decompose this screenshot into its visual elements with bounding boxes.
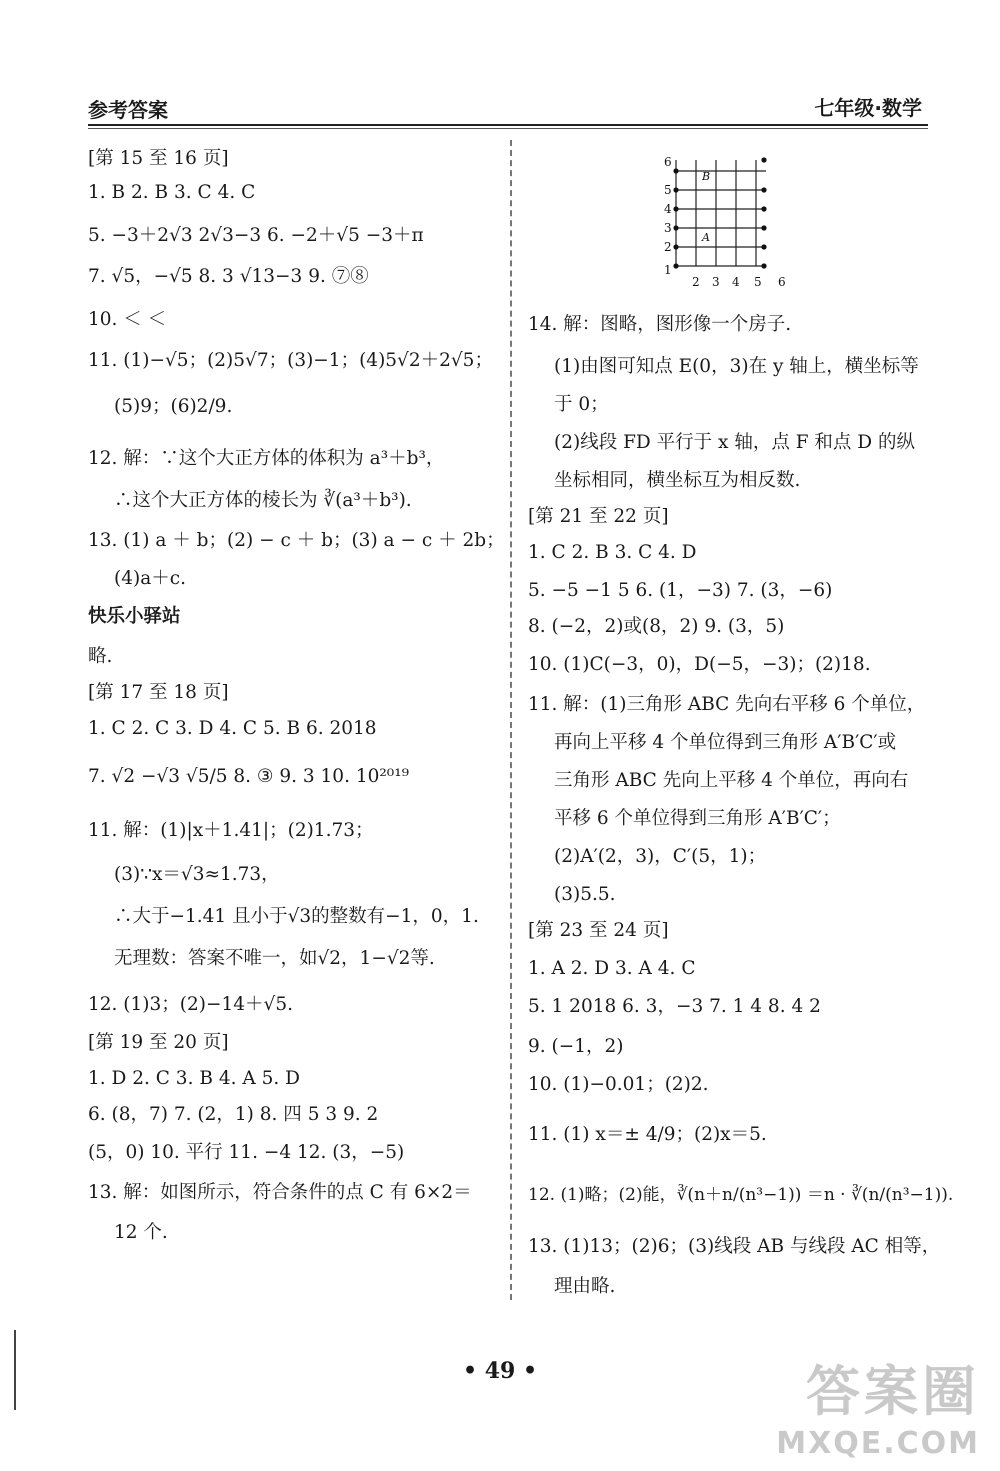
section-heading: [第 17 至 18 页]	[88, 682, 229, 703]
answer-line: 13. (1) a ＋ b；(2) − c ＋ b；(3) a − c ＋ 2b；	[88, 530, 505, 551]
header-rule	[88, 124, 928, 126]
y-tick-label: 2	[664, 240, 672, 254]
coordinate-grid-figure	[656, 150, 806, 292]
section-heading: [第 15 至 16 页]	[88, 148, 229, 169]
x-tick-label: 6	[778, 275, 786, 289]
section-heading: [第 19 至 20 页]	[88, 1032, 229, 1053]
y-tick-label: 5	[664, 183, 672, 197]
answer-line: 7. √5，−√5 8. 3 √13−3 9. ⑦⑧	[88, 266, 369, 287]
answer-line: 11. 解：(1)三角形 ABC 先向右平移 6 个单位，	[528, 694, 926, 715]
answer-line: ∴大于−1.41 且小于√3的整数有−1，0，1.	[114, 906, 479, 927]
answer-line: 略.	[88, 646, 113, 667]
page-number: • 49 •	[462, 1358, 538, 1384]
answer-line: 11. 解：(1)|x＋1.41|；(2)1.73；	[88, 820, 374, 841]
answer-line: 无理数：答案不唯一，如√2，1−√2等.	[114, 948, 435, 969]
answer-line: (2)A′(2，3)，C′(5，1)；	[554, 846, 767, 867]
answer-line: ∴这个大正方体的棱长为 ∛(a³＋b³).	[114, 490, 412, 511]
answer-line: 12 个.	[114, 1222, 168, 1243]
header-right-title: 七年级·数学	[814, 96, 922, 120]
answer-line: (2)线段 FD 平行于 x 轴，点 F 和点 D 的纵	[554, 432, 916, 453]
header-rule-thin	[88, 128, 928, 129]
answer-line: 再向上平移 4 个单位得到三角形 A′B′C′或	[554, 732, 897, 753]
column-divider	[510, 140, 512, 1300]
watermark	[776, 1349, 980, 1461]
answer-line: 8. (−2，2)或(8，2) 9. (3，5)	[528, 616, 785, 637]
answer-line: 5. −5 −1 5 6. (1，−3) 7. (3，−6)	[528, 580, 833, 601]
answer-line: 9. (−1，2)	[528, 1036, 624, 1057]
answer-line: 14. 解：图略，图形像一个房子.	[528, 314, 792, 335]
section-heading: [第 21 至 22 页]	[528, 506, 669, 527]
answer-line: 1. B 2. B 3. C 4. C	[88, 182, 256, 203]
y-tick-label: 6	[664, 155, 672, 169]
answer-line: 13. (1)13；(2)6；(3)线段 AB 与线段 AC 相等，	[528, 1236, 941, 1257]
answer-line: 5. −3＋2√3 2√3−3 6. −2＋√5 −3＋π	[88, 225, 424, 246]
margin-binding-mark	[14, 1330, 16, 1410]
answer-line: 12. (1)略；(2)能，∛(n＋n/(n³−1)) ＝n · ∛(n/(n³−1)).	[528, 1185, 954, 1205]
answer-line: 坐标相同，横坐标互为相反数.	[554, 470, 801, 491]
header-left-title: 参考答案	[88, 98, 168, 122]
answer-line: 5. 1 2018 6. 3，−3 7. 1 4 8. 4 2	[528, 996, 821, 1017]
answer-line: 13. 解：如图所示，符合条件的点 C 有 6×2＝	[88, 1182, 472, 1203]
answer-line: 1. C 2. B 3. C 4. D	[528, 542, 697, 563]
answer-line: 10. (1)C(−3，0)，D(−5，−3)；(2)18.	[528, 654, 871, 675]
answer-line: (1)由图可知点 E(0，3)在 y 轴上，横坐标等	[554, 356, 919, 377]
y-tick-label: 4	[664, 202, 672, 216]
watermark-line-2: MXQE.COM	[776, 1426, 980, 1461]
answer-line: 1. C 2. C 3. D 4. C 5. B 6. 2018	[88, 718, 377, 739]
x-tick-label: 4	[732, 275, 740, 289]
answer-line: (5)9；(6)2/9.	[114, 396, 233, 417]
x-tick-label: 5	[754, 275, 762, 289]
point-label-b: B	[702, 170, 711, 183]
answer-line: 12. 解：∵这个大正方体的体积为 a³＋b³，	[88, 448, 445, 469]
answer-line: 7. √2 −√3 √5/5 8. ③ 9. 3 10. 10²⁰¹⁹	[88, 766, 410, 787]
answer-line: (3)5.5.	[554, 884, 616, 905]
answer-line: 11. (1)−√5；(2)5√7；(3)−1；(4)5√2＋2√5；	[88, 350, 493, 371]
answer-line: 10. ＜ ＜	[88, 309, 167, 330]
y-tick-label: 3	[664, 221, 672, 235]
watermark-line-1: 答案圈	[806, 1360, 980, 1423]
answer-line: (3)∵x＝√3≈1.73，	[114, 864, 280, 885]
answer-line: 平移 6 个单位得到三角形 A′B′C′；	[554, 808, 841, 829]
answer-line: 10. (1)−0.01；(2)2.	[528, 1074, 709, 1095]
x-tick-label: 2	[692, 275, 700, 289]
section-heading: [第 23 至 24 页]	[528, 920, 669, 941]
section-heading-fun: 快乐小驿站	[88, 606, 181, 627]
answer-line: 1. A 2. D 3. A 4. C	[528, 958, 696, 979]
answer-line: 12. (1)3；(2)−14＋√5.	[88, 994, 293, 1015]
x-tick-label: 3	[712, 275, 720, 289]
answer-line: 理由略.	[554, 1276, 616, 1297]
y-tick-label: 1	[664, 263, 672, 277]
answer-line: 1. D 2. C 3. B 4. A 5. D	[88, 1068, 300, 1089]
answer-line: (4)a＋c.	[114, 568, 186, 589]
answer-line: 三角形 ABC 先向上平移 4 个单位，再向右	[554, 770, 909, 791]
answer-line: 11. (1) x＝± 4/9；(2)x＝5.	[528, 1124, 767, 1145]
answer-line: 于 0；	[554, 394, 609, 415]
point-label-a: A	[702, 231, 710, 244]
answer-line: (5，0) 10. 平行 11. −4 12. (3，−5)	[88, 1142, 405, 1163]
answer-line: 6. (8，7) 7. (2，1) 8. 四 5 3 9. 2	[88, 1104, 379, 1125]
